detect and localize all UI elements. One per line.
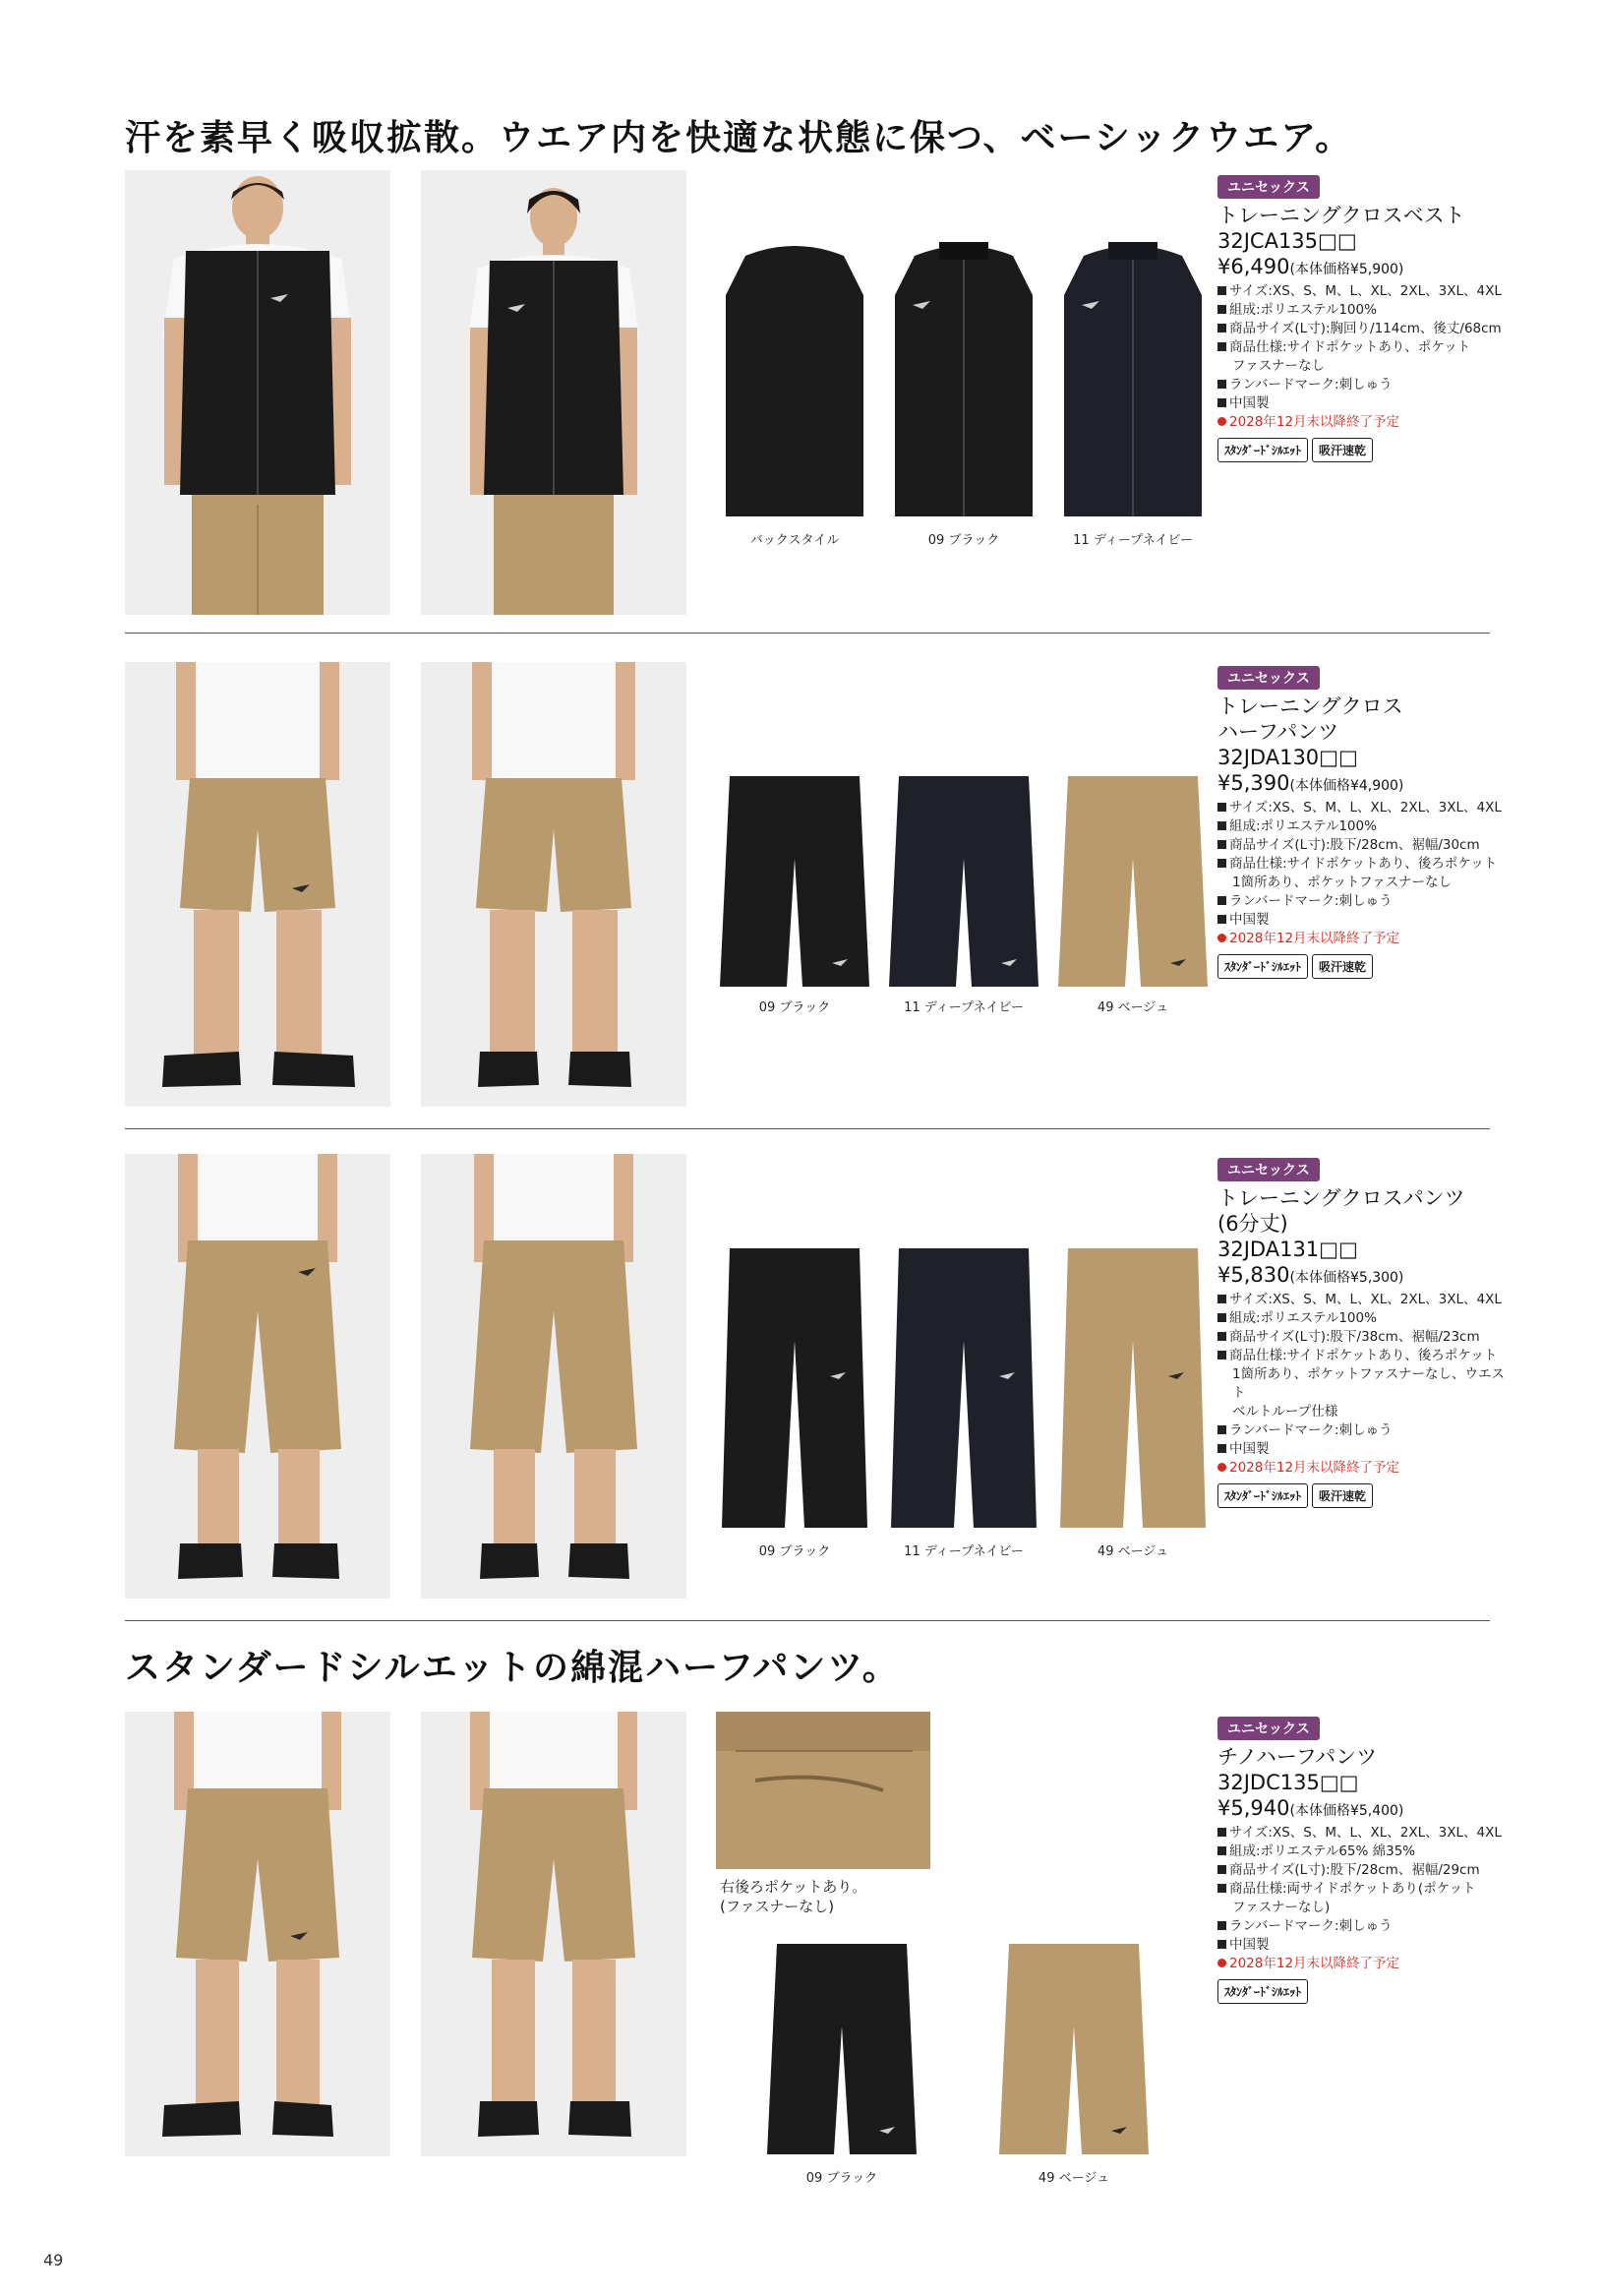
product-halfpants-black — [716, 770, 873, 987]
product-name: トレーニングクロスベスト — [1217, 204, 1465, 227]
product-vest-back — [716, 236, 873, 516]
spec-line: サイズ:XS、S、M、L、XL、2XL、3XL、4XL — [1217, 282, 1513, 301]
variant-caption: 49 ベージュ — [1038, 2171, 1110, 2186]
page-number: 49 — [43, 2251, 64, 2269]
spec-line: 中国製 — [1217, 394, 1513, 413]
tag-standard-silhouette: ｽﾀﾝﾀﾞｰﾄﾞｼﾙｴｯﾄ — [1217, 1979, 1308, 2004]
model-photo-halfpants-back — [421, 662, 686, 1107]
spec-line: 中国製 — [1217, 1440, 1513, 1459]
product-price: ¥6,490(本体価格¥5,900) — [1217, 255, 1404, 278]
spec-line: ベルトループ仕様 — [1232, 1404, 1338, 1420]
spec-line: 組成:ポリエステル100% — [1217, 817, 1513, 836]
tag-standard-silhouette: ｽﾀﾝﾀﾞｰﾄﾞｼﾙｴｯﾄ — [1217, 1483, 1308, 1508]
unisex-badge: ユニセックス — [1217, 1158, 1320, 1181]
end-of-sale-note: 2028年12月末以降終了予定 — [1217, 413, 1513, 432]
detail-caption: 右後ろポケットあり。 (ファスナーなし) — [720, 1878, 867, 1915]
end-of-sale-note: 2028年12月末以降終了予定 — [1217, 930, 1513, 948]
tag-standard-silhouette: ｽﾀﾝﾀﾞｰﾄﾞｼﾙｴｯﾄ — [1217, 954, 1308, 979]
section-heading-basic-wear: 汗を素早く吸収拡散。ウエア内を快適な状態に保つ、ベーシックウエア。 — [125, 118, 1353, 158]
spec-line: サイズ:XS、S、M、L、XL、2XL、3XL、4XL — [1217, 799, 1513, 817]
spec-line: ランバードマーク:刺しゅう — [1217, 1917, 1513, 1936]
spec-line: 組成:ポリエステル100% — [1217, 1309, 1513, 1328]
variant-caption: 49 ベージュ — [1097, 1544, 1169, 1559]
spec-line: 商品仕様:両サイドポケットあり(ポケット — [1217, 1880, 1513, 1899]
product-halfpants-navy — [885, 770, 1042, 987]
spec-line: 中国製 — [1217, 1936, 1513, 1955]
spec-line: 商品仕様:サイドポケットあり、後ろポケット — [1217, 1347, 1513, 1365]
product-price: ¥5,830(本体価格¥5,300) — [1217, 1263, 1404, 1287]
variant-caption: 09 ブラック — [805, 2171, 878, 2186]
spec-line: ランバードマーク:刺しゅう — [1217, 1421, 1513, 1440]
model-photo-cropped-pants-back — [421, 1154, 686, 1599]
tag-quick-dry: 吸汗速乾 — [1312, 954, 1373, 979]
model-photo-cropped-pants-front — [125, 1154, 390, 1599]
spec-line: 商品サイズ(L寸):股下/28cm、裾幅/30cm — [1217, 836, 1513, 855]
section-heading-chino: スタンダードシルエットの綿混ハーフパンツ。 — [125, 1648, 900, 1688]
product-cropped-pants-beige — [1054, 1242, 1212, 1528]
product-chino-black — [763, 1938, 920, 2154]
model-photo-chino-front — [125, 1712, 390, 2156]
divider — [125, 1128, 1490, 1129]
product-info-halfpants — [1217, 666, 1513, 979]
variant-caption: 49 ベージュ — [1097, 1000, 1169, 1015]
spec-line: 組成:ポリエステル65% 綿35% — [1217, 1843, 1513, 1861]
spec-line: サイズ:XS、S、M、L、XL、2XL、3XL、4XL — [1217, 1291, 1513, 1309]
product-halfpants-beige — [1054, 770, 1212, 987]
unisex-badge: ユニセックス — [1217, 175, 1320, 199]
variant-caption: 11 ディープネイビー — [904, 1000, 1024, 1015]
spec-line: 商品サイズ(L寸):股下/38cm、裾幅/23cm — [1217, 1328, 1513, 1347]
tag-quick-dry: 吸汗速乾 — [1312, 1483, 1373, 1508]
product-code: 32JCA135□□ — [1217, 229, 1357, 253]
variant-caption: 09 ブラック — [758, 1544, 831, 1559]
spec-line: ランバードマーク:刺しゅう — [1217, 376, 1513, 394]
spec-line: 商品仕様:サイドポケットあり、後ろポケット — [1217, 855, 1513, 874]
tag-standard-silhouette: ｽﾀﾝﾀﾞｰﾄﾞｼﾙｴｯﾄ — [1217, 438, 1308, 462]
tag-quick-dry: 吸汗速乾 — [1312, 438, 1373, 462]
product-cropped-pants-black — [716, 1242, 873, 1528]
spec-line: ファスナーなし — [1232, 358, 1325, 374]
spec-line: 商品サイズ(L寸):股下/28cm、裾幅/29cm — [1217, 1861, 1513, 1880]
spec-line: 組成:ポリエステル100% — [1217, 301, 1513, 320]
product-cropped-pants-navy — [885, 1242, 1042, 1528]
variant-caption: 09 ブラック — [758, 1000, 831, 1015]
product-chino-beige — [995, 1938, 1153, 2154]
product-vest-navy — [1054, 236, 1212, 516]
variant-caption: 09 ブラック — [927, 533, 1000, 548]
model-photo-chino-back — [421, 1712, 686, 2156]
detail-photo-back-pocket — [716, 1712, 930, 1869]
spec-line: 1箇所あり、ポケットファスナーなし、ウエスト — [1232, 1366, 1505, 1401]
product-vest-black — [885, 236, 1042, 516]
variant-caption: バックスタイル — [749, 533, 840, 548]
end-of-sale-note: 2028年12月末以降終了予定 — [1217, 1955, 1513, 1973]
product-info-vest — [1217, 175, 1513, 462]
product-code: 32JDA130□□ — [1217, 746, 1358, 769]
product-info-chino — [1217, 1717, 1513, 2004]
spec-line: ファスナーなし) — [1232, 1900, 1331, 1915]
product-price: ¥5,390(本体価格¥4,900) — [1217, 771, 1404, 795]
unisex-badge: ユニセックス — [1217, 666, 1320, 690]
divider — [125, 1620, 1490, 1621]
product-name: ハーフパンツ — [1217, 720, 1339, 744]
product-info-cropped-pants — [1217, 1158, 1513, 1508]
spec-line: 1箇所あり、ポケットファスナーなし — [1232, 875, 1452, 890]
unisex-badge: ユニセックス — [1217, 1717, 1320, 1740]
product-name: トレーニングクロス — [1217, 695, 1403, 718]
spec-line: ランバードマーク:刺しゅう — [1217, 892, 1513, 911]
spec-line: サイズ:XS、S、M、L、XL、2XL、3XL、4XL — [1217, 1824, 1513, 1843]
product-code: 32JDA131□□ — [1217, 1238, 1358, 1261]
spec-line: 商品仕様:サイドポケットあり、ポケット — [1217, 338, 1513, 357]
product-code: 32JDC135□□ — [1217, 1771, 1359, 1794]
product-name: トレーニングクロスパンツ — [1217, 1186, 1465, 1210]
model-photo-vest-male — [125, 170, 390, 615]
variant-caption: 11 ディープネイビー — [1073, 533, 1193, 548]
model-photo-halfpants-front — [125, 662, 390, 1107]
divider — [125, 633, 1490, 634]
model-photo-vest-female — [421, 170, 686, 615]
spec-line: 中国製 — [1217, 911, 1513, 930]
product-price: ¥5,940(本体価格¥5,400) — [1217, 1796, 1404, 1820]
product-name: チノハーフパンツ — [1217, 1745, 1378, 1769]
variant-caption: 11 ディープネイビー — [904, 1544, 1024, 1559]
end-of-sale-note: 2028年12月末以降終了予定 — [1217, 1459, 1513, 1478]
spec-line: 商品サイズ(L寸):胸回り/114cm、後丈/68cm — [1217, 320, 1513, 338]
product-name: (6分丈) — [1217, 1212, 1288, 1236]
